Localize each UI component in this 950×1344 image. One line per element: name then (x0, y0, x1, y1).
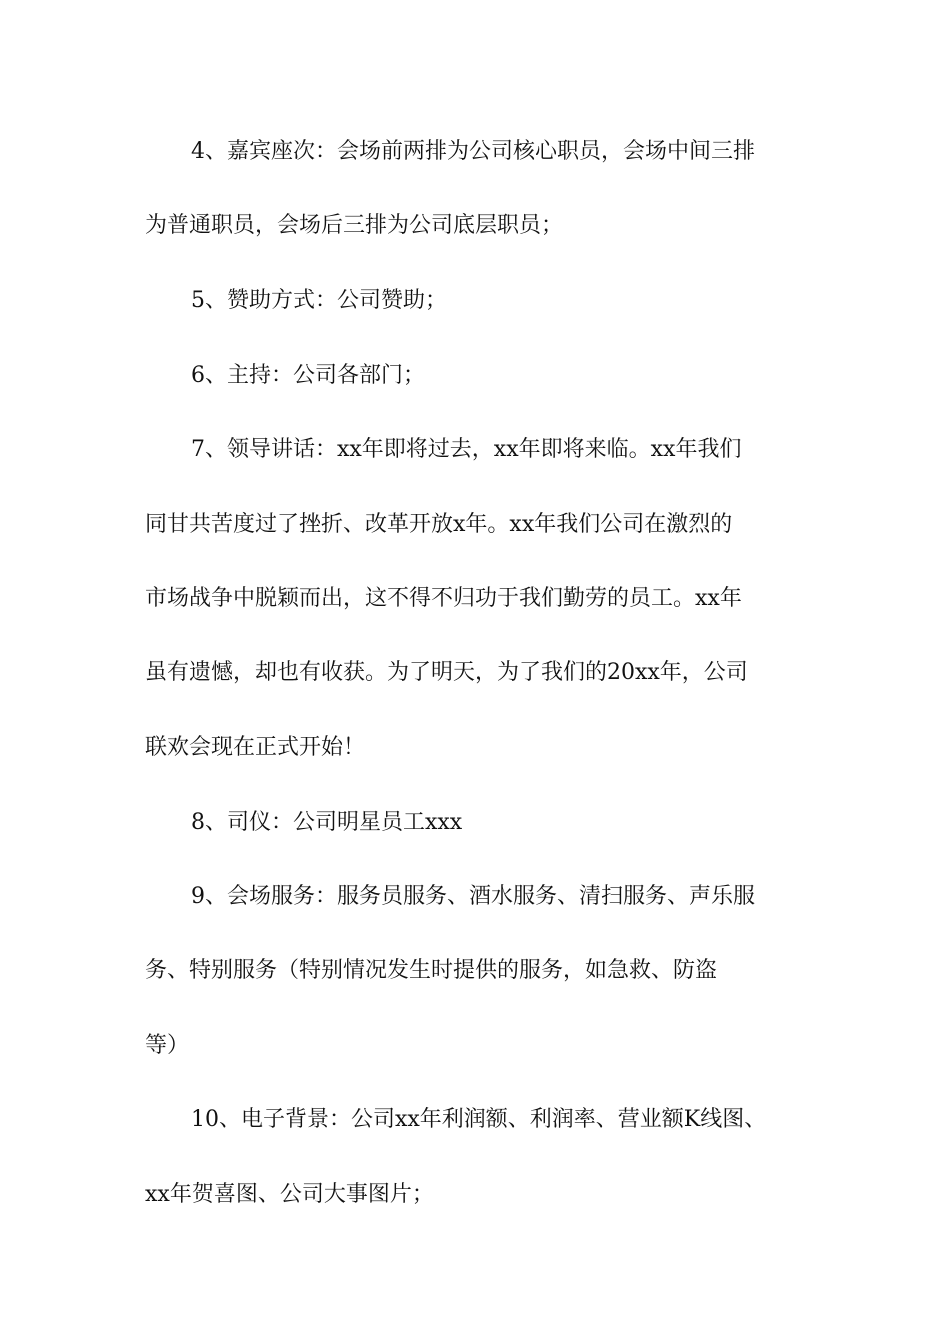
item-7-line-2: 同甘共苦度过了挫折、改革开放x年。xx年我们公司在激烈的 (145, 512, 733, 537)
item-9-line-2: 务、特别服务（特别情况发生时提供的服务，如急救、防盗 (145, 958, 718, 983)
item-9-line-1: 9、会场服务：服务员服务、酒水服务、清扫服务、声乐服 (191, 884, 755, 909)
item-4-line-2: 为普通职员，会场后三排为公司底层职员； (145, 213, 564, 238)
item-9-line-3: 等） (145, 1033, 190, 1058)
item-7-line-1: 7、领导讲话：xx年即将过去，xx年即将来临。xx年我们 (191, 437, 742, 462)
item-8-line-1: 8、司仪：公司明星员工xxx (191, 810, 463, 835)
item-10-line-2: xx年贺喜图、公司大事图片； (145, 1182, 434, 1207)
item-5-line-1: 5、赞助方式：公司赞助； (191, 288, 447, 313)
item-4-line-1: 4、嘉宾座次：会场前两排为公司核心职员，会场中间三排 (191, 139, 755, 164)
item-6-line-1: 6、主持：公司各部门； (191, 363, 425, 388)
item-10-line-1: 10、电子背景：公司xx年利润额、利润率、营业额K线图、 (191, 1107, 767, 1132)
item-7-line-3: 市场战争中脱颖而出，这不得不归功于我们勤劳的员工。xx年 (145, 586, 742, 611)
item-7-line-4: 虽有遗憾，却也有收获。为了明天，为了我们的20xx年，公司 (145, 660, 748, 685)
item-7-line-5: 联欢会现在正式开始！ (145, 735, 366, 760)
